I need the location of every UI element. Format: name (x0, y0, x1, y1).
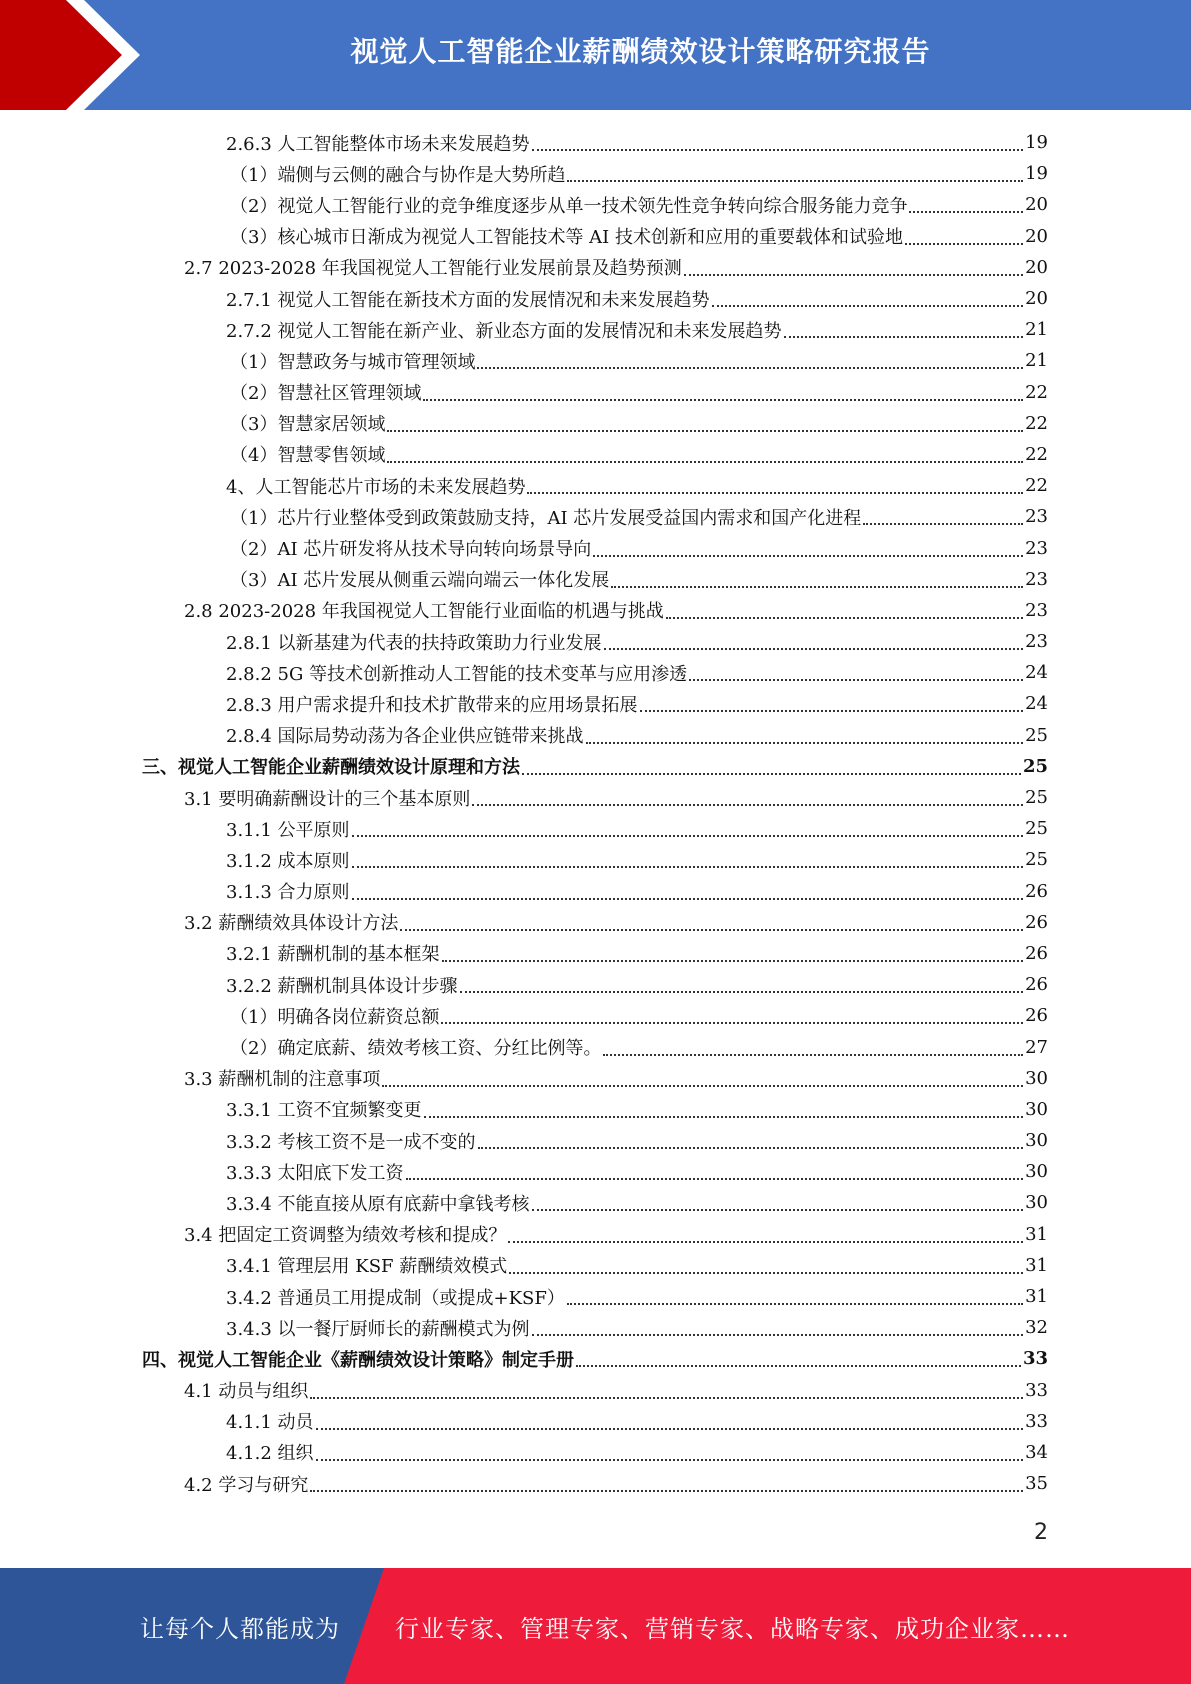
toc-entry-title: （1）芯片行业整体受到政策鼓励支持，AI 芯片发展受益国内需求和国产化进程 (230, 507, 862, 529)
toc-entry[interactable] (0, 1000, 1191, 1031)
toc-entry-title: （2）确定底薪、绩效考核工资、分红比例等。 (230, 1038, 602, 1060)
toc-dot-leader (442, 959, 1024, 962)
toc-dot-leader (310, 1396, 1023, 1399)
toc-dot-leader (576, 1364, 1021, 1367)
toc-dot-leader (567, 179, 1023, 182)
toc-entry-title: （1）端侧与云侧的融合与协作是大势所趋 (230, 164, 566, 186)
toc-entry-page: 26 (1025, 942, 1048, 964)
toc-entry-page: 23 (1025, 599, 1048, 621)
footer-slogan-left: 让每个人都能成为 (140, 1614, 340, 1643)
toc-entry[interactable] (0, 1406, 1191, 1437)
toc-dot-leader (387, 460, 1023, 463)
toc-dot-leader (316, 1458, 1024, 1461)
toc-dot-leader (863, 522, 1023, 525)
toc-entry-page: 19 (1025, 163, 1048, 185)
toc-entry-page: 33 (1025, 1410, 1048, 1432)
toc-entry-page: 27 (1025, 1036, 1048, 1058)
toc-entry[interactable] (0, 907, 1191, 938)
toc-entry[interactable] (0, 938, 1191, 969)
footer-slogan-right: 行业专家、管理专家、营销专家、战略专家、成功企业家…… (395, 1614, 1070, 1643)
toc-entry-title: 4.1 动员与组织 (184, 1381, 309, 1403)
toc-entry-title: 4.1.2 组织 (226, 1443, 314, 1465)
toc-entry-page: 30 (1025, 1161, 1048, 1183)
toc-entry-page: 20 (1025, 256, 1048, 278)
toc-dot-leader (905, 242, 1023, 245)
toc-dot-leader (593, 554, 1023, 557)
toc-entry-page: 23 (1025, 537, 1048, 559)
toc-dot-leader (477, 366, 1023, 369)
page-header (0, 0, 1191, 110)
table-of-contents (0, 127, 1191, 1499)
toc-entry[interactable] (0, 1063, 1191, 1094)
toc-entry[interactable] (0, 1156, 1191, 1187)
header-arrow-decoration (0, 0, 160, 110)
toc-entry-page: 20 (1025, 288, 1048, 310)
toc-entry[interactable] (0, 1281, 1191, 1312)
toc-dot-leader (684, 273, 1023, 276)
toc-dot-leader (352, 834, 1024, 837)
toc-entry-page: 31 (1025, 1223, 1048, 1245)
toc-entry-page: 33 (1025, 1379, 1048, 1401)
toc-entry-title: 3.4.3 以一餐厅厨师长的薪酬模式为例 (226, 1318, 530, 1340)
toc-entry-title: （2）AI 芯片研发将从技术导向转向场景导向 (230, 539, 592, 561)
toc-entry-title: 四、视觉人工智能企业《薪酬绩效设计策略》制定手册 (142, 1349, 574, 1371)
toc-dot-leader (400, 928, 1023, 931)
toc-entry-page: 26 (1025, 911, 1048, 933)
toc-entry-title: 4.1.1 动员 (226, 1412, 314, 1434)
toc-dot-leader (352, 897, 1024, 900)
toc-entry[interactable] (0, 657, 1191, 688)
toc-entry[interactable] (0, 1375, 1191, 1406)
toc-entry[interactable] (0, 1312, 1191, 1343)
toc-dot-leader (509, 1271, 1023, 1274)
toc-entry-title: （2）视觉人工智能行业的竞争维度逐步从单一技术领先性竞争转向综合服务能力竞争 (230, 195, 908, 217)
toc-dot-leader (712, 304, 1024, 307)
toc-entry-title: 3.1 要明确薪酬设计的三个基本原则 (184, 788, 471, 810)
toc-entry[interactable] (0, 470, 1191, 501)
toc-entry[interactable] (0, 1250, 1191, 1281)
toc-entry[interactable] (0, 439, 1191, 470)
toc-dot-leader (310, 1489, 1023, 1492)
toc-entry-title: 2.8.1 以新基建为代表的扶持政策助力行业发展 (226, 632, 602, 654)
toc-entry[interactable] (0, 532, 1191, 563)
toc-entry[interactable] (0, 1031, 1191, 1062)
toc-entry-page: 33 (1022, 1348, 1048, 1370)
page-footer (0, 1568, 1191, 1684)
toc-entry-title: 3.1.3 合力原则 (226, 882, 350, 904)
toc-entry[interactable] (0, 221, 1191, 252)
toc-entry[interactable] (0, 626, 1191, 657)
toc-entry[interactable] (0, 564, 1191, 595)
toc-entry-page: 22 (1025, 443, 1048, 465)
toc-entry-title: 3.4 把固定工资调整为绩效考核和提成？ (184, 1225, 507, 1247)
toc-entry-title: （1）智慧政务与城市管理领域 (230, 351, 476, 373)
toc-entry[interactable] (0, 283, 1191, 314)
toc-entry-page: 25 (1022, 755, 1048, 777)
report-title: 视觉人工智能企业薪酬绩效设计策略研究报告 (350, 35, 931, 68)
toc-dot-leader (522, 772, 1021, 775)
toc-dot-leader (640, 709, 1024, 712)
toc-entry[interactable] (0, 688, 1191, 719)
toc-entry-page: 23 (1025, 568, 1048, 590)
toc-entry-page: 20 (1025, 194, 1048, 216)
toc-entry-title: 4、人工智能芯片市场的未来发展趋势 (226, 476, 526, 498)
toc-entry[interactable] (0, 252, 1191, 283)
toc-entry[interactable] (0, 1468, 1191, 1499)
toc-dot-leader (784, 335, 1024, 338)
toc-entry-page: 22 (1025, 475, 1048, 497)
page-number: 2 (1034, 1520, 1048, 1545)
toc-entry[interactable] (0, 1187, 1191, 1218)
toc-entry-page: 19 (1025, 132, 1048, 154)
toc-entry-page: 22 (1025, 381, 1048, 403)
toc-entry-title: （3）核心城市日渐成为视觉人工智能技术等 AI 技术创新和应用的重要载体和试验地 (230, 227, 904, 249)
toc-dot-leader (567, 1302, 1023, 1305)
toc-entry-page: 26 (1025, 974, 1048, 996)
toc-dot-leader (382, 1084, 1023, 1087)
toc-entry[interactable] (0, 782, 1191, 813)
toc-entry-title: 3.1.1 公平原则 (226, 819, 350, 841)
toc-entry-title: 2.6.3 人工智能整体市场未来发展趋势 (226, 133, 530, 155)
toc-entry-title: 2.8 2023-2028 年我国视觉人工智能行业面临的机遇与挑战 (184, 601, 664, 623)
toc-entry-page: 30 (1025, 1067, 1048, 1089)
toc-entry-page: 32 (1025, 1317, 1048, 1339)
toc-entry-page: 21 (1025, 350, 1048, 372)
toc-entry-page: 31 (1025, 1286, 1048, 1308)
toc-entry-page: 23 (1025, 631, 1048, 653)
toc-entry[interactable] (0, 345, 1191, 376)
toc-entry-page: 21 (1025, 319, 1048, 341)
toc-dot-leader (478, 1146, 1024, 1149)
toc-entry-title: 2.7 2023-2028 年我国视觉人工智能行业发展前景及趋势预测 (184, 258, 682, 280)
toc-entry-page: 26 (1025, 880, 1048, 902)
toc-entry[interactable] (0, 813, 1191, 844)
toc-dot-leader (441, 1021, 1023, 1024)
toc-entry[interactable] (0, 595, 1191, 626)
toc-entry-title: （4）智慧零售领域 (230, 445, 386, 467)
toc-dot-leader (527, 491, 1023, 494)
toc-entry-page: 35 (1025, 1473, 1048, 1495)
toc-entry[interactable] (0, 501, 1191, 532)
toc-dot-leader (532, 1333, 1024, 1336)
toc-entry[interactable] (0, 377, 1191, 408)
toc-entry[interactable] (0, 314, 1191, 345)
toc-entry[interactable] (0, 1125, 1191, 1156)
toc-dot-leader (406, 1177, 1024, 1180)
toc-entry-title: 3.3 薪酬机制的注意事项 (184, 1069, 381, 1091)
toc-entry-page: 31 (1025, 1254, 1048, 1276)
toc-dot-leader (423, 398, 1023, 401)
toc-entry-title: 2.8.3 用户需求提升和技术扩散带来的应用场景拓展 (226, 694, 638, 716)
toc-entry[interactable] (0, 876, 1191, 907)
toc-dot-leader (508, 1240, 1023, 1243)
toc-entry-page: 24 (1025, 693, 1048, 715)
toc-entry-page: 30 (1025, 1098, 1048, 1120)
toc-dot-leader (316, 1427, 1024, 1430)
toc-entry-title: 3.3.2 考核工资不是一成不变的 (226, 1131, 476, 1153)
toc-entry-page: 30 (1025, 1130, 1048, 1152)
toc-entry-title: 3.3.1 工资不宜频繁变更 (226, 1100, 422, 1122)
toc-entry[interactable] (0, 1094, 1191, 1125)
toc-entry-title: 3.2.1 薪酬机制的基本框架 (226, 944, 440, 966)
toc-entry[interactable] (0, 158, 1191, 189)
toc-entry-page: 30 (1025, 1192, 1048, 1214)
toc-dot-leader (532, 1208, 1024, 1211)
toc-entry-title: （1）明确各岗位薪资总额 (230, 1006, 440, 1028)
toc-entry[interactable] (0, 751, 1191, 782)
toc-entry[interactable] (0, 1343, 1191, 1374)
toc-entry-title: 3.3.3 太阳底下发工资 (226, 1162, 404, 1184)
toc-dot-leader (666, 616, 1023, 619)
toc-dot-leader (611, 585, 1023, 588)
toc-entry-title: 3.4.2 普通员工用提成制（或提成+KSF） (226, 1287, 565, 1309)
toc-entry[interactable] (0, 408, 1191, 439)
toc-dot-leader (532, 148, 1024, 151)
toc-entry[interactable] (0, 969, 1191, 1000)
toc-entry-title: 2.7.1 视觉人工智能在新技术方面的发展情况和未来发展趋势 (226, 289, 710, 311)
toc-entry-title: （3）AI 芯片发展从侧重云端向端云一体化发展 (230, 570, 610, 592)
toc-entry[interactable] (0, 1219, 1191, 1250)
toc-entry-title: 3.2.2 薪酬机制具体设计步骤 (226, 975, 458, 997)
toc-entry-page: 24 (1025, 662, 1048, 684)
toc-entry-page: 25 (1025, 787, 1048, 809)
toc-entry-title: 3.1.2 成本原则 (226, 850, 350, 872)
toc-entry[interactable] (0, 844, 1191, 875)
toc-entry-title: 2.8.2 5G 等技术创新推动人工智能的技术变革与应用渗透 (226, 663, 688, 685)
toc-dot-leader (909, 210, 1023, 213)
toc-entry-page: 22 (1025, 412, 1048, 434)
toc-entry-title: （3）智慧家居领域 (230, 414, 386, 436)
toc-dot-leader (604, 647, 1024, 650)
toc-entry-title: 3.4.1 管理层用 KSF 薪酬绩效模式 (226, 1256, 508, 1278)
toc-dot-leader (424, 1115, 1024, 1118)
toc-entry-page: 23 (1025, 506, 1048, 528)
toc-entry-page: 34 (1025, 1441, 1048, 1463)
toc-entry[interactable] (0, 720, 1191, 751)
toc-entry-title: 3.2 薪酬绩效具体设计方法 (184, 913, 399, 935)
toc-dot-leader (387, 429, 1023, 432)
toc-entry[interactable] (0, 127, 1191, 158)
toc-dot-leader (586, 741, 1024, 744)
toc-entry-title: 3.3.4 不能直接从原有底薪中拿钱考核 (226, 1193, 530, 1215)
toc-entry-title: 4.2 学习与研究 (184, 1474, 309, 1496)
toc-entry-page: 26 (1025, 1005, 1048, 1027)
toc-entry-title: （2）智慧社区管理领域 (230, 383, 422, 405)
toc-entry-page: 25 (1025, 724, 1048, 746)
toc-entry-title: 2.7.2 视觉人工智能在新产业、新业态方面的发展情况和未来发展趋势 (226, 320, 782, 342)
toc-entry-page: 25 (1025, 818, 1048, 840)
toc-entry-page: 25 (1025, 849, 1048, 871)
toc-entry-title: 三、视觉人工智能企业薪酬绩效设计原理和方法 (142, 757, 520, 779)
toc-entry-page: 20 (1025, 225, 1048, 247)
toc-dot-leader (352, 865, 1024, 868)
toc-dot-leader (460, 990, 1024, 993)
toc-entry[interactable] (0, 189, 1191, 220)
toc-entry-title: 2.8.4 国际局势动荡为各企业供应链带来挑战 (226, 726, 584, 748)
toc-dot-leader (689, 678, 1023, 681)
toc-entry[interactable] (0, 1437, 1191, 1468)
toc-dot-leader (603, 1053, 1023, 1056)
toc-dot-leader (472, 803, 1023, 806)
